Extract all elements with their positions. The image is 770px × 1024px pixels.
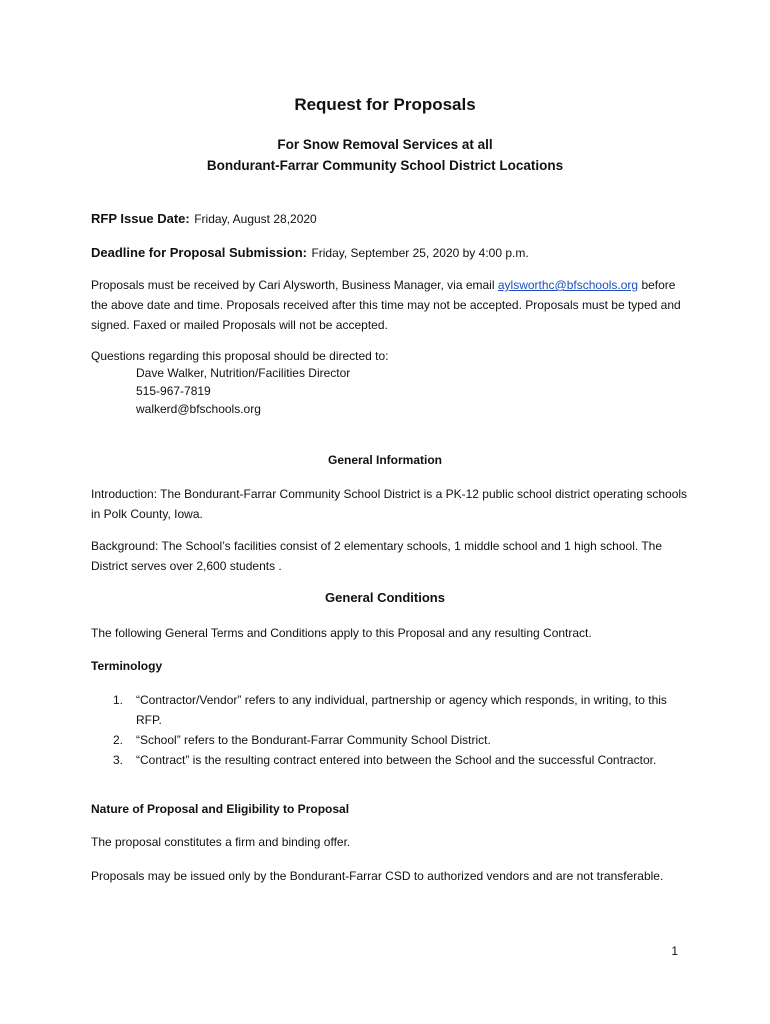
list-item-text: “Contract” is the resulting contract entered into between the School and the successful Contractor. xyxy=(136,753,657,767)
general-conditions-heading: General Conditions xyxy=(325,590,445,605)
questions-intro: Questions regarding this proposal should be directed to: xyxy=(91,349,389,363)
receipt-text-end: before the above date and time. Proposals received after this time may not be accepted. Proposals must be typed and signed. Faxed or mailed Proposals will not be accepted. xyxy=(91,278,681,332)
list-item xyxy=(91,750,691,770)
document-title: Request for Proposals xyxy=(294,95,476,114)
list-item-number: 2. xyxy=(113,733,124,747)
list-item-text: “Contractor/Vendor” refers to any individual, partnership or agency which responds, in writing, to this RFP. xyxy=(136,693,667,727)
contact-email: walkerd@bfschools.org xyxy=(136,402,261,416)
issue-date-value: Friday, August 28,2020 xyxy=(194,212,317,226)
document-subtitle-line-1: For Snow Removal Services at all xyxy=(277,137,493,152)
deadline-value: Friday, September 25, 2020 by 4:00 p.m. xyxy=(311,246,529,260)
nature-paragraph-1: The proposal constitutes a firm and binding offer. xyxy=(91,835,351,849)
list-item-number: 1. xyxy=(113,693,124,707)
receipt-paragraph xyxy=(91,275,691,335)
business-manager-email-link[interactable]: aylsworthc@bfschools.org xyxy=(497,278,639,292)
terminology-heading: Terminology xyxy=(91,659,163,673)
general-information-heading: General Information xyxy=(327,453,443,467)
list-item xyxy=(91,690,691,730)
list-item-number: 3. xyxy=(113,753,124,767)
contact-name: Dave Walker, Nutrition/Facilities Director xyxy=(136,366,351,380)
receipt-text-start: Proposals must be received by Cari Alysworth, Business Manager, via email xyxy=(91,278,498,292)
nature-of-proposal-heading: Nature of Proposal and Eligibility to Proposal xyxy=(91,802,350,816)
document-subtitle-line-2: Bondurant-Farrar Community School District Locations xyxy=(206,158,564,173)
conditions-intro: The following General Terms and Conditions apply to this Proposal and any resulting Contract. xyxy=(91,626,592,640)
introduction-paragraph: Introduction: The Bondurant-Farrar Community School District is a PK-12 public school district operating schools in Polk County, Iowa. xyxy=(91,487,688,521)
issue-date-label: RFP Issue Date: xyxy=(91,211,190,226)
list-item-text: “School” refers to the Bondurant-Farrar Community School District. xyxy=(136,733,491,747)
nature-paragraph-2: Proposals may be issued only by the Bondurant-Farrar CSD to authorized vendors and are not transferable. xyxy=(91,869,664,883)
terminology-list xyxy=(91,690,691,770)
deadline-label: Deadline for Proposal Submission: xyxy=(91,245,307,260)
deadline-row xyxy=(91,244,529,262)
list-item xyxy=(91,730,691,750)
page-number: 1 xyxy=(671,944,678,958)
contact-phone: 515-967-7819 xyxy=(136,384,211,398)
issue-date-row xyxy=(91,210,317,228)
background-paragraph: Background: The School’s facilities consist of 2 elementary schools, 1 middle school and 1 high school. The District serves over 2,600 students . xyxy=(91,539,662,573)
